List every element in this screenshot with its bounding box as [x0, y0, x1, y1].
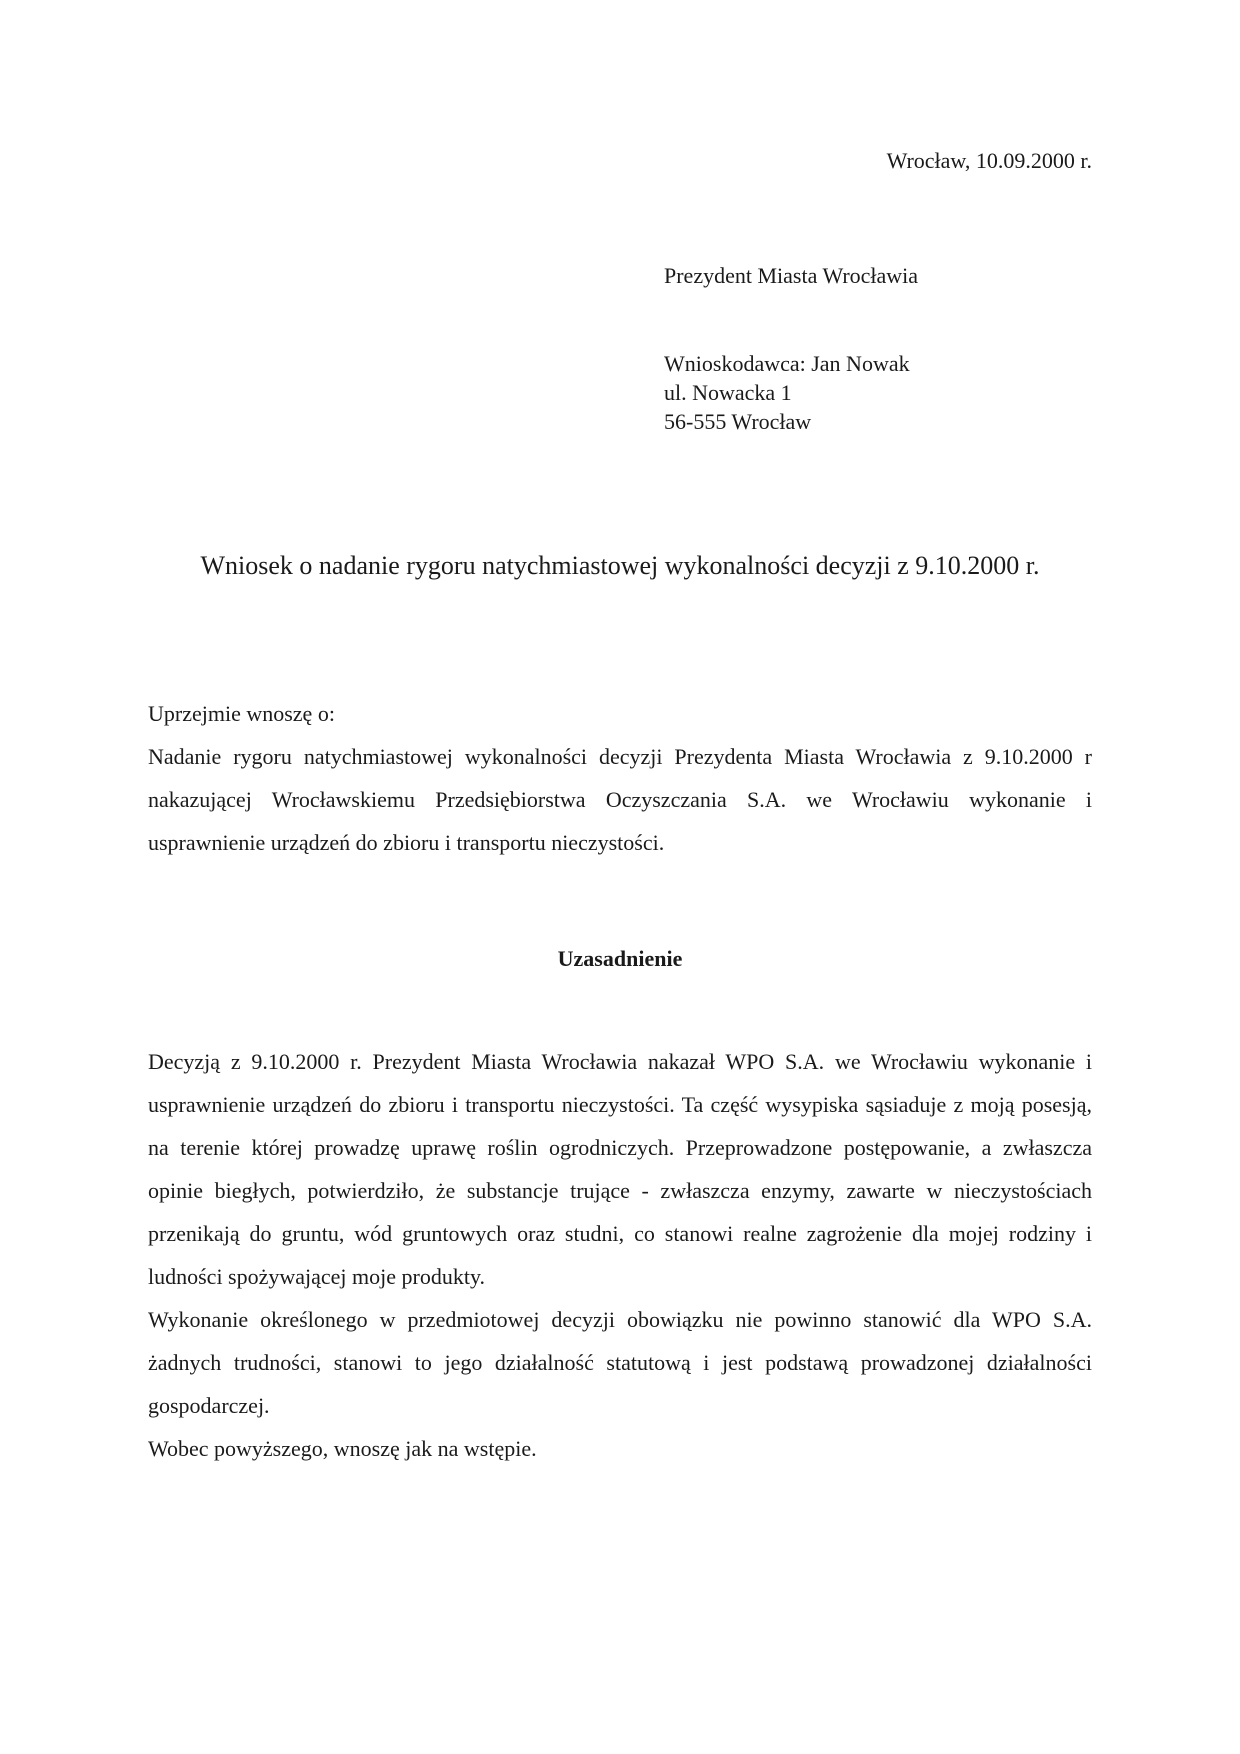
justification-paragraph: Wobec powyższego, wnoszę jak na wstępie. — [148, 1436, 537, 1461]
applicant-name: Wnioskodawca: Jan Nowak — [664, 351, 910, 376]
request-intro: Uprzejmie wnoszę o: — [148, 701, 335, 726]
request-section — [148, 692, 1092, 864]
place-and-date: Wrocław, 10.09.2000 r. — [886, 148, 1092, 173]
applicant-block — [664, 349, 910, 436]
justification-section — [148, 1040, 1092, 1470]
applicant-street: ul. Nowacka 1 — [664, 380, 792, 405]
applicant-city: 56-555 Wrocław — [664, 409, 812, 434]
document-title: Wniosek o nadanie rygoru natychmiastowej wykonalności decyzji z 9.10.2000 r. — [200, 551, 1040, 580]
justification-paragraph: Wykonanie określonego w przedmiotowej decyzji obowiązku nie powinno stanowić dla WPO S.A. żadnych trudności, stanowi to jego działalność statutową i jest podstawą prowadzonej działalności gospodarczej. — [148, 1307, 1092, 1418]
justification-heading: Uzasadnienie — [557, 946, 683, 971]
addressee: Prezydent Miasta Wrocławia — [664, 263, 919, 288]
justification-paragraph: Decyzją z 9.10.2000 r. Prezydent Miasta Wrocławia nakazał WPO S.A. we Wrocławiu wykonanie i usprawnienie urządzeń do zbioru i transportu nieczystości. Ta część wysypiska sąsiaduje z moją posesją, na terenie której prowadzę uprawę roślin ogrodniczych. Przeprowadzone postępowanie, a zwłaszcza opinie biegłych, potwierdziło, że substancje trujące - zwłaszcza enzymy, zawarte w nieczystościach przenikają do gruntu, wód gruntowych oraz studni, co stanowi realne zagrożenie dla mojej rodziny i ludności spożywającej moje produkty. — [148, 1049, 1092, 1289]
request-body: Nadanie rygoru natychmiastowej wykonalności decyzji Prezydenta Miasta Wrocławia z 9.10.2000 r nakazującej Wrocławskiemu Przedsiębiorstwa Oczyszczania S.A. we Wrocławiu wykonanie i usprawnienie urządzeń do zbioru i transportu nieczystości. — [148, 744, 1092, 855]
